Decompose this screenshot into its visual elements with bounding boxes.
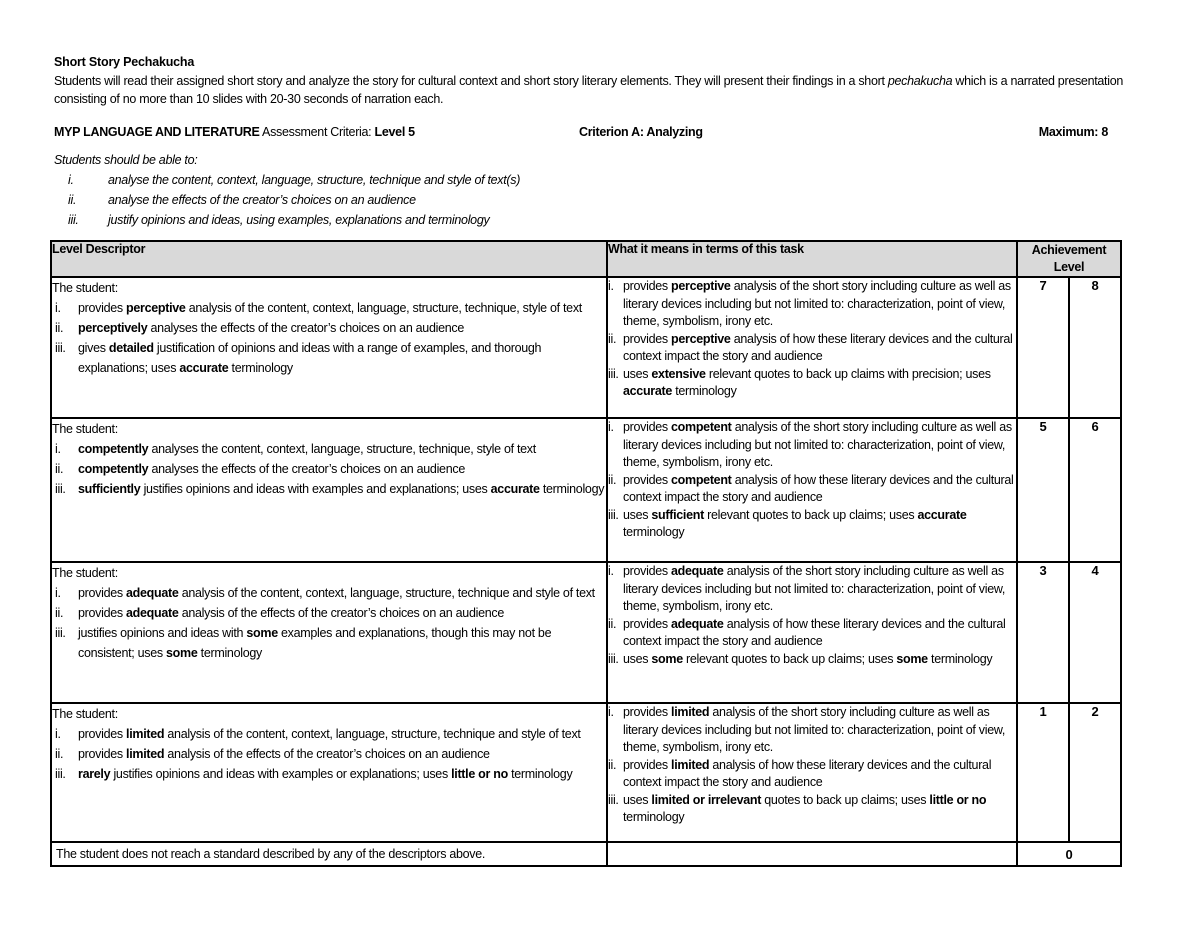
line-number: i. bbox=[608, 705, 614, 719]
criteria-text: Assessment Criteria: bbox=[259, 125, 375, 139]
emphasis-text: extensive bbox=[651, 366, 706, 381]
line-text: terminology bbox=[228, 361, 293, 375]
achievement-level-value: 0 bbox=[1017, 842, 1121, 866]
criteria-label bbox=[54, 125, 415, 139]
line-text: analysis of the effects of the creator’s choices on an audience bbox=[164, 747, 490, 761]
line-text: relevant quotes to back up claims with precision; uses bbox=[705, 366, 991, 381]
line-text: provides bbox=[623, 705, 672, 719]
criterion-line bbox=[608, 472, 1016, 507]
line-text: provides bbox=[78, 606, 127, 620]
line-text: justifies opinions and ideas with examples and explanations; uses bbox=[140, 482, 491, 496]
line-text: provides bbox=[623, 420, 672, 434]
criterion-line bbox=[52, 318, 606, 338]
line-text: justifies opinions and ideas with examples or explanations; uses bbox=[110, 767, 452, 781]
objectives-list bbox=[54, 150, 521, 230]
criterion-line bbox=[52, 764, 606, 784]
intro-paragraph bbox=[54, 72, 1124, 108]
maximum-score: Maximum: 8 bbox=[1038, 125, 1108, 139]
task-meaning-cell bbox=[607, 562, 1017, 703]
line-text: analyses the effects of the creator’s choices on an audience bbox=[147, 321, 464, 335]
student-label: The student: bbox=[52, 422, 118, 436]
line-number: ii. bbox=[608, 616, 617, 631]
line-number: i. bbox=[608, 279, 614, 293]
line-text: uses bbox=[623, 366, 652, 381]
student-label: The student: bbox=[52, 707, 118, 721]
line-text: provides bbox=[623, 757, 672, 772]
criterion-line bbox=[608, 757, 1016, 792]
line-text: analysis of the short story including culture as well as literary devices including but not limited to: characterization, point of view, theme, symbolism, irony etc. bbox=[623, 279, 1011, 328]
emphasis-text: limited or irrelevant bbox=[651, 792, 762, 807]
line-text: analysis of how these literary devices and the cultural context impact the story and audience bbox=[623, 757, 992, 789]
emphasis-text: some bbox=[166, 646, 198, 660]
emphasis-text: little or no bbox=[451, 767, 508, 781]
line-text: terminology bbox=[927, 651, 993, 666]
line-text: examples and explanations, though this may not be consistent; uses bbox=[78, 626, 552, 660]
criterion-line bbox=[52, 623, 606, 663]
line-text: analysis of the effects of the creator’s choices on an audience bbox=[178, 606, 504, 620]
intro-emphasis: pechakucha bbox=[887, 74, 953, 88]
emphasis-text: some bbox=[896, 651, 928, 666]
line-text: terminology bbox=[197, 646, 262, 660]
level-descriptor-cell bbox=[51, 277, 607, 418]
emphasis-text: limited bbox=[126, 747, 165, 761]
line-text: analysis of how these literary devices and the cultural context impact the story and audience bbox=[623, 331, 1013, 363]
line-text: uses bbox=[623, 507, 652, 522]
line-number: iii. bbox=[608, 507, 619, 522]
line-text: provides bbox=[623, 472, 672, 487]
line-number: ii. bbox=[55, 747, 64, 761]
line-text: relevant quotes to back up claims; uses bbox=[703, 507, 918, 522]
criterion-line bbox=[52, 479, 606, 499]
line-text: terminology bbox=[623, 810, 685, 824]
line-text: gives bbox=[78, 341, 109, 355]
task-meaning-cell bbox=[607, 277, 1017, 418]
criterion-line bbox=[608, 507, 1016, 542]
criterion-line bbox=[608, 366, 1016, 401]
line-number: ii. bbox=[608, 472, 617, 487]
criterion-line bbox=[52, 724, 606, 744]
emphasis-text: rarely bbox=[78, 767, 111, 781]
criterion-line bbox=[52, 338, 606, 378]
task-meaning-cell bbox=[607, 703, 1017, 842]
document-title: Short Story Pechakucha bbox=[54, 55, 195, 69]
line-text: terminology bbox=[507, 767, 573, 781]
objective-item bbox=[54, 190, 416, 210]
criteria-header bbox=[54, 125, 1112, 143]
criterion-line bbox=[52, 603, 606, 623]
line-text: relevant quotes to back up claims; uses bbox=[682, 651, 897, 666]
line-text: analysis of the short story including culture as well as literary devices including but not limited to: characterization, point of view, theme, symbolism, irony etc. bbox=[623, 420, 1012, 469]
emphasis-text: limited bbox=[671, 705, 710, 719]
criterion-line bbox=[608, 331, 1016, 366]
rubric-table bbox=[50, 240, 1122, 867]
line-text: analysis of how these literary devices and the cultural context impact the story and audience bbox=[623, 616, 1006, 648]
objective-text: justify opinions and ideas, using examples, explanations and terminology bbox=[108, 213, 490, 227]
achievement-level-value: 6 bbox=[1069, 418, 1121, 562]
line-number: iii. bbox=[608, 366, 619, 381]
criterion-line bbox=[608, 419, 1016, 472]
criteria-level: Level 5 bbox=[374, 125, 415, 139]
emphasis-text: accurate bbox=[623, 384, 673, 398]
student-label: The student: bbox=[52, 281, 118, 295]
emphasis-text: detailed bbox=[108, 341, 154, 355]
line-text: analysis of the content, context, language, structure, technique and style of text bbox=[164, 727, 581, 741]
criterion-line bbox=[608, 704, 1016, 757]
zero-task-cell bbox=[607, 842, 1017, 866]
objective-item bbox=[54, 170, 521, 190]
emphasis-text: competent bbox=[671, 472, 732, 487]
student-label: The student: bbox=[52, 566, 118, 580]
intro-text-2: which is a narrated presentation consisting of no more than 10 slides with 20-30 seconds of narration each. bbox=[54, 74, 1124, 106]
level-descriptor-cell bbox=[51, 418, 607, 562]
line-number: iii. bbox=[608, 792, 619, 807]
line-text: justification of opinions and ideas with a range of examples, and thorough explanations; uses bbox=[78, 341, 542, 375]
level-descriptor-cell bbox=[51, 562, 607, 703]
criterion-line bbox=[52, 744, 606, 764]
emphasis-text: some bbox=[651, 651, 683, 666]
line-text: uses bbox=[623, 651, 652, 666]
emphasis-text: perceptive bbox=[671, 331, 731, 346]
achievement-level-value: 5 bbox=[1017, 418, 1069, 562]
emphasis-text: accurate bbox=[179, 361, 229, 375]
header-task-meaning: What it means in terms of this task bbox=[607, 241, 1017, 277]
line-text: terminology bbox=[672, 384, 737, 398]
objective-text: analyse the effects of the creator’s choices on an audience bbox=[108, 193, 416, 207]
line-text: provides bbox=[623, 616, 672, 631]
subject-name: MYP LANGUAGE AND LITERATURE bbox=[54, 125, 260, 139]
achievement-level-value: 1 bbox=[1017, 703, 1069, 842]
emphasis-text: limited bbox=[126, 727, 165, 741]
rubric-row bbox=[51, 277, 1121, 418]
objectives-lead: Students should be able to: bbox=[54, 153, 198, 167]
line-text: provides bbox=[623, 331, 672, 346]
line-number: i. bbox=[55, 727, 61, 741]
line-number: i. bbox=[55, 586, 61, 600]
task-meaning-cell bbox=[607, 418, 1017, 562]
line-number: ii. bbox=[608, 757, 617, 772]
criterion-line bbox=[608, 278, 1016, 331]
line-text: analysis of the short story including culture as well as literary devices including but not limited to: characterization, point of view, theme, symbolism, irony etc. bbox=[623, 705, 1006, 754]
criterion-name: Criterion A: Analyzing bbox=[579, 125, 703, 139]
achievement-level-value: 2 bbox=[1069, 703, 1121, 842]
line-text: analyses the effects of the creator’s choices on an audience bbox=[148, 462, 465, 476]
line-text: quotes to back up claims; uses bbox=[761, 792, 930, 807]
line-number: ii. bbox=[608, 331, 617, 346]
line-text: analysis of the content, context, language, structure, technique, style of text bbox=[185, 301, 582, 315]
line-number: iii. bbox=[55, 482, 66, 496]
emphasis-text: competent bbox=[671, 420, 732, 434]
level-descriptor-cell bbox=[51, 703, 607, 842]
emphasis-text: perceptive bbox=[126, 301, 186, 315]
emphasis-text: perceptively bbox=[78, 321, 148, 335]
line-text: provides bbox=[78, 747, 127, 761]
emphasis-text: limited bbox=[671, 757, 710, 772]
objective-number: ii. bbox=[68, 193, 77, 207]
line-text: analysis of the short story including culture as well as literary devices including but not limited to: characterization, point of view, theme, symbolism, irony etc. bbox=[623, 564, 1006, 613]
line-number: iii. bbox=[608, 651, 619, 666]
line-number: i. bbox=[55, 442, 61, 456]
criterion-line bbox=[608, 563, 1016, 616]
criterion-line bbox=[52, 439, 606, 459]
emphasis-text: sufficient bbox=[651, 507, 704, 522]
achievement-level-value: 8 bbox=[1069, 277, 1121, 418]
rubric-row bbox=[51, 418, 1121, 562]
line-number: ii. bbox=[55, 321, 64, 335]
header-level-descriptor: Level Descriptor bbox=[51, 241, 607, 277]
emphasis-text: accurate bbox=[490, 482, 540, 496]
emphasis-text: adequate bbox=[126, 606, 179, 620]
emphasis-text: perceptive bbox=[671, 279, 731, 293]
emphasis-text: competently bbox=[78, 442, 149, 456]
achievement-level-value: 4 bbox=[1069, 562, 1121, 703]
line-text: analysis of how these literary devices and the cultural context impact the story and audience bbox=[623, 472, 1014, 504]
line-number: ii. bbox=[55, 606, 64, 620]
emphasis-text: adequate bbox=[671, 564, 724, 578]
line-text: terminology bbox=[623, 525, 685, 539]
rubric-row-zero bbox=[51, 842, 1121, 866]
criterion-line bbox=[608, 616, 1016, 651]
criterion-line bbox=[608, 792, 1016, 827]
objective-text: analyse the content, context, language, structure, technique and style of text(s) bbox=[108, 173, 521, 187]
line-text: analyses the content, context, language, structure, technique, style of text bbox=[148, 442, 536, 456]
emphasis-text: adequate bbox=[126, 586, 179, 600]
rubric-row bbox=[51, 703, 1121, 842]
line-number: iii. bbox=[55, 626, 66, 640]
objective-number: i. bbox=[68, 173, 74, 187]
rubric-header-row bbox=[51, 241, 1121, 277]
intro-text-1: Students will read their assigned short story and analyze the story for cultural context and short story literary elements. They will present their findings in a short bbox=[54, 74, 888, 88]
emphasis-text: adequate bbox=[671, 616, 724, 631]
emphasis-text: competently bbox=[78, 462, 149, 476]
criterion-line bbox=[52, 298, 606, 318]
line-text: provides bbox=[623, 564, 672, 578]
emphasis-text: accurate bbox=[917, 507, 967, 522]
achievement-level-value: 7 bbox=[1017, 277, 1069, 418]
criterion-line bbox=[52, 583, 606, 603]
objective-item bbox=[54, 210, 490, 230]
emphasis-text: little or no bbox=[929, 792, 987, 807]
line-number: i. bbox=[608, 564, 614, 578]
line-text: terminology bbox=[539, 482, 605, 496]
line-text: provides bbox=[623, 279, 672, 293]
line-text: uses bbox=[623, 792, 652, 807]
line-number: iii. bbox=[55, 341, 66, 355]
line-text: analysis of the content, context, language, structure, technique and style of text bbox=[178, 586, 595, 600]
achievement-level-value: 3 bbox=[1017, 562, 1069, 703]
rubric-row bbox=[51, 562, 1121, 703]
zero-descriptor-cell: The student does not reach a standard described by any of the descriptors above. bbox=[51, 842, 607, 866]
line-number: i. bbox=[55, 301, 61, 315]
line-number: ii. bbox=[55, 462, 64, 476]
line-text: provides bbox=[78, 727, 127, 741]
emphasis-text: some bbox=[246, 626, 278, 640]
line-number: iii. bbox=[55, 767, 66, 781]
objective-number: iii. bbox=[68, 213, 79, 227]
line-text: provides bbox=[78, 301, 127, 315]
line-number: i. bbox=[608, 420, 614, 434]
criterion-line bbox=[608, 651, 1016, 669]
criterion-line bbox=[52, 459, 606, 479]
line-text: provides bbox=[78, 586, 127, 600]
line-text: justifies opinions and ideas with bbox=[78, 626, 247, 640]
header-achievement-level: Achievement Level bbox=[1017, 241, 1121, 277]
emphasis-text: sufficiently bbox=[78, 482, 141, 496]
